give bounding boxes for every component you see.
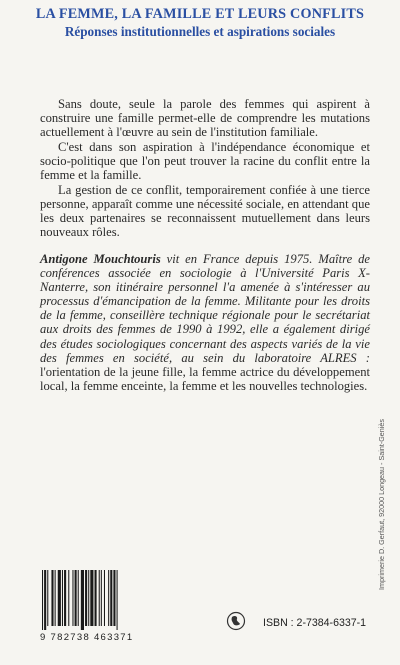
printer-credit-text: Imprimerie D. Gerfaut, 92000 Longeau - Saint-Geniès xyxy=(377,419,386,590)
barcode-digits: 9 782738 463371 xyxy=(40,632,134,643)
summary-paragraph-2: C'est dans son aspiration à l'indépendance économique et socio-politique que l'on peut trouver la racine du conflit entre la femme et la famille. xyxy=(40,140,370,182)
author-bio-italic: vit en France depuis 1975. Maître de conférences associée en sociologie à l'Université Paris X-Nanterre, son itinéraire personnel l'a amenée à s'intéresser au processus d'émancipation de la femme. Militante pour les droits de la femme, conseillère technique régionale pour le secrétariat aux droits des femmes de 1990 à 1992, elle a également dirigé des études sociologiques concernant des aspects variés de la vie des femmes en société, au sein du laboratoire ALRES : xyxy=(40,252,370,365)
author-name: Antigone Mouchtouris xyxy=(40,252,161,266)
isbn-number: ISBN : 2-7384-6337-1 xyxy=(263,617,367,629)
barcode-icon xyxy=(40,570,150,630)
book-title: LA FEMME, LA FAMILLE ET LEURS CONFLITS xyxy=(35,6,365,22)
summary-paragraph-3: La gestion de ce conflit, temporairement confiée à une tierce personne, apparaît comme une nécessité sociale, en attendant que les deux partenaires se reconnaissent mutuellement dans leurs nouveaux rôles. xyxy=(40,183,370,239)
summary-paragraph-1: Sans doute, seule la parole des femmes qui aspirent à construire une famille permet-elle de comprendre les mutations actuellement à l'œuvre au sein de l'institution familiale. xyxy=(40,97,370,139)
book-subtitle: Réponses institutionnelles et aspirations sociales xyxy=(64,24,336,39)
author-biography xyxy=(40,252,370,393)
printer-credit xyxy=(365,419,386,590)
author-bio-roman: l'orientation de la jeune fille, la femme actrice du développement local, la femme enceinte, la femme et les nouvelles technologies. xyxy=(40,364,370,393)
globe-logo-icon xyxy=(226,611,246,631)
